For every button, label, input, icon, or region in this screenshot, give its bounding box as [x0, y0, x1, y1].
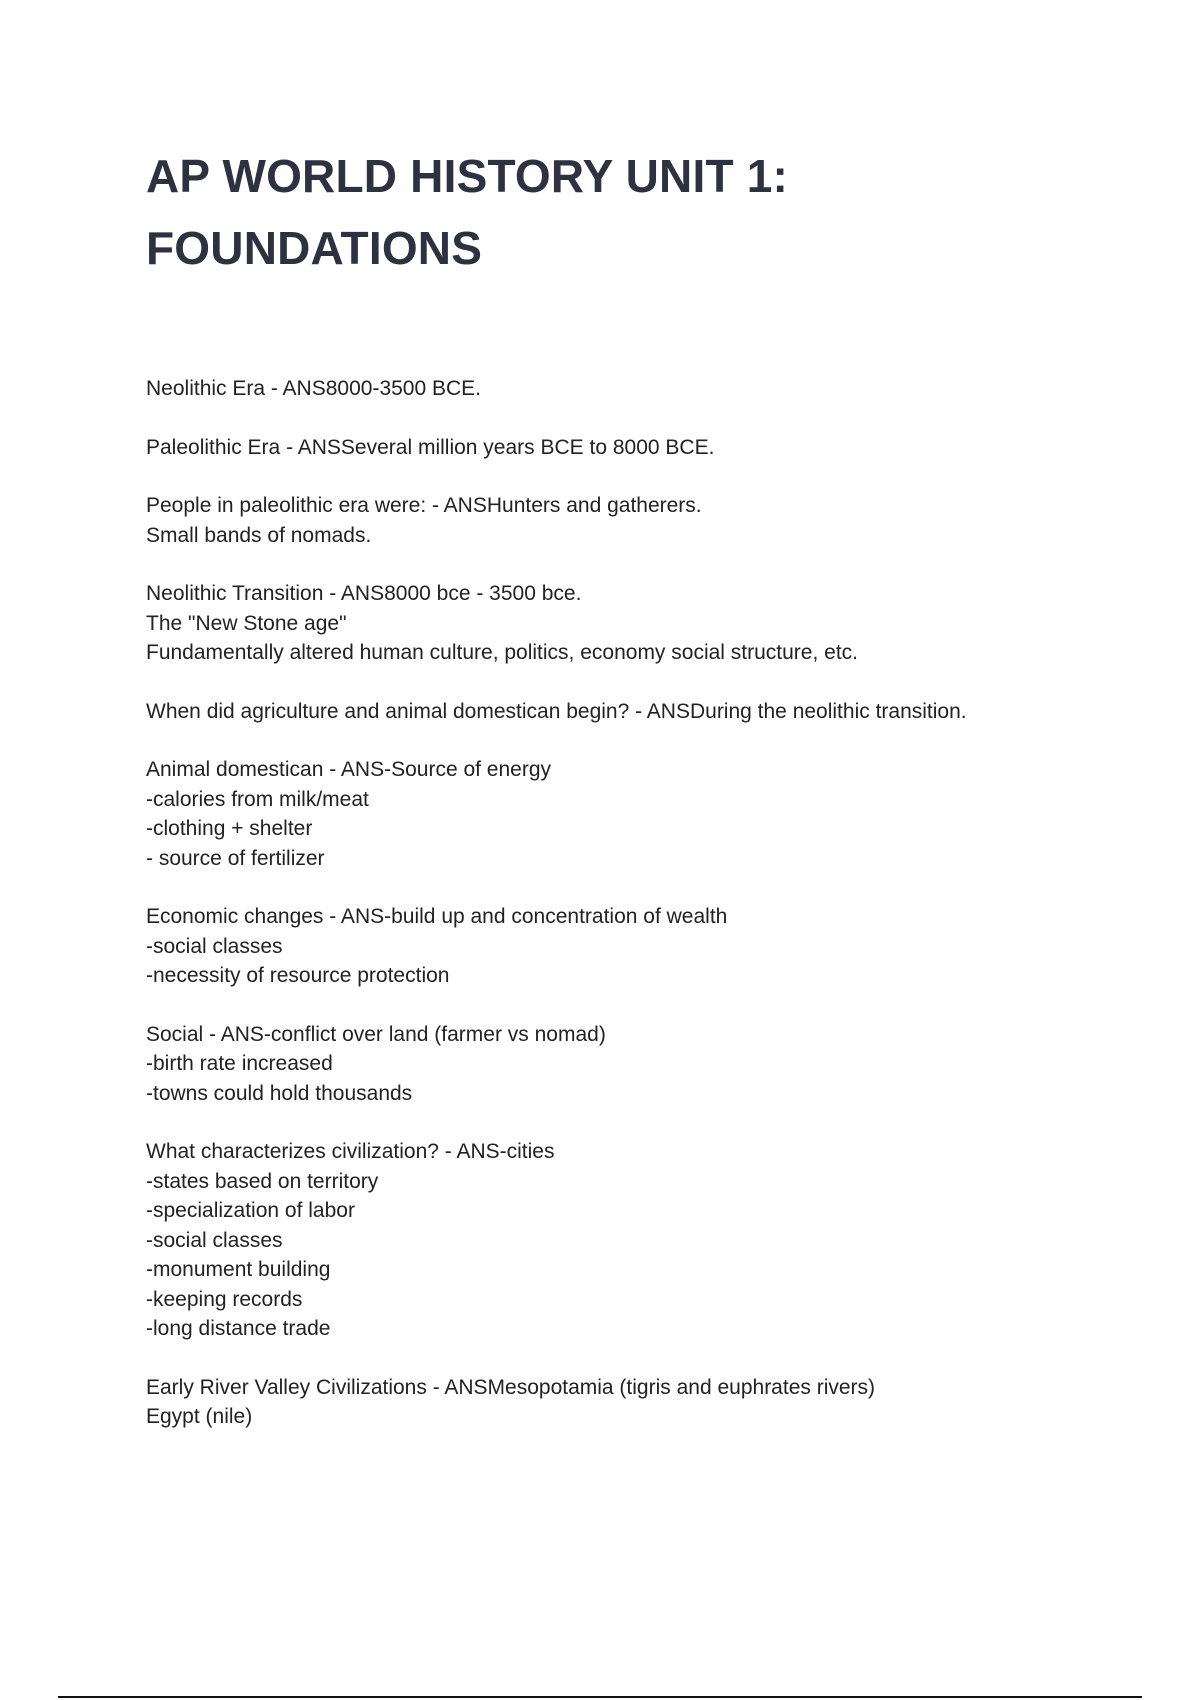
- entry-line: People in paleolithic era were: - ANSHunters and gatherers.: [146, 494, 702, 517]
- entry-line: -long distance trade: [146, 1317, 331, 1340]
- entry-line: Early River Valley Civilizations - ANSMesopotamia (tigris and euphrates rivers): [146, 1375, 876, 1399]
- entry-line: -keeping records: [146, 1287, 303, 1311]
- page-title-line: AP WORLD HISTORY UNIT 1:: [146, 150, 789, 202]
- page-title-line: FOUNDATIONS: [146, 222, 483, 274]
- entry-line: Paleolithic Era - ANSSeveral million years BCE to 8000 BCE.: [146, 435, 715, 459]
- entry-line: What characterizes civilization? - ANS-cities: [146, 1140, 555, 1163]
- entry-line: Neolithic Era - ANS8000-3500 BCE.: [146, 377, 482, 400]
- qa-entry-animal-domestication: [146, 755, 1106, 873]
- entry-line: When did agriculture and animal domestican begin? - ANSDuring the neolithic transition.: [146, 699, 967, 723]
- entry-line: -necessity of resource protection: [146, 964, 450, 987]
- entry-line: -clothing + shelter: [146, 817, 313, 840]
- entry-line: -social classes: [146, 934, 283, 958]
- entry-line: -birth rate increased: [146, 1052, 333, 1075]
- entry-line: -states based on territory: [146, 1169, 379, 1193]
- entry-line: -calories from milk/meat: [146, 787, 369, 811]
- entry-line: -social classes: [146, 1228, 283, 1252]
- qa-entry-social: [146, 1020, 1106, 1109]
- entry-line: Economic changes - ANS-build up and concentration of wealth: [146, 905, 728, 928]
- document-body: [146, 374, 1106, 1461]
- entry-line: Animal domestican - ANS-Source of energy: [146, 758, 552, 781]
- qa-entry-river-valley: [146, 1373, 1106, 1432]
- entry-line: Small bands of nomads.: [146, 523, 372, 547]
- qa-entry-paleolithic-era: [146, 433, 1106, 463]
- entry-line: -towns could hold thousands: [146, 1081, 413, 1105]
- entry-line: The "New Stone age": [146, 611, 347, 635]
- entry-line: -monument building: [146, 1258, 331, 1281]
- entry-line: - source of fertilizer: [146, 846, 325, 870]
- page-bottom-divider: [58, 1696, 1142, 1698]
- page-title: [146, 140, 1046, 284]
- qa-entry-agriculture-begin: [146, 697, 1106, 727]
- entry-line: Neolithic Transition - ANS8000 bce - 3500 bce.: [146, 582, 582, 605]
- qa-entry-economic-changes: [146, 902, 1106, 991]
- qa-entry-neolithic-transition: [146, 579, 1106, 668]
- entry-line: Egypt (nile): [146, 1405, 253, 1428]
- qa-entry-paleolithic-people: [146, 491, 1106, 550]
- entry-line: Fundamentally altered human culture, politics, economy social structure, etc.: [146, 641, 859, 664]
- entry-line: -specialization of labor: [146, 1199, 355, 1222]
- entry-line: Social - ANS-conflict over land (farmer vs nomad): [146, 1022, 606, 1046]
- qa-entry-neolithic-era: [146, 374, 1106, 404]
- qa-entry-civilization: [146, 1137, 1106, 1344]
